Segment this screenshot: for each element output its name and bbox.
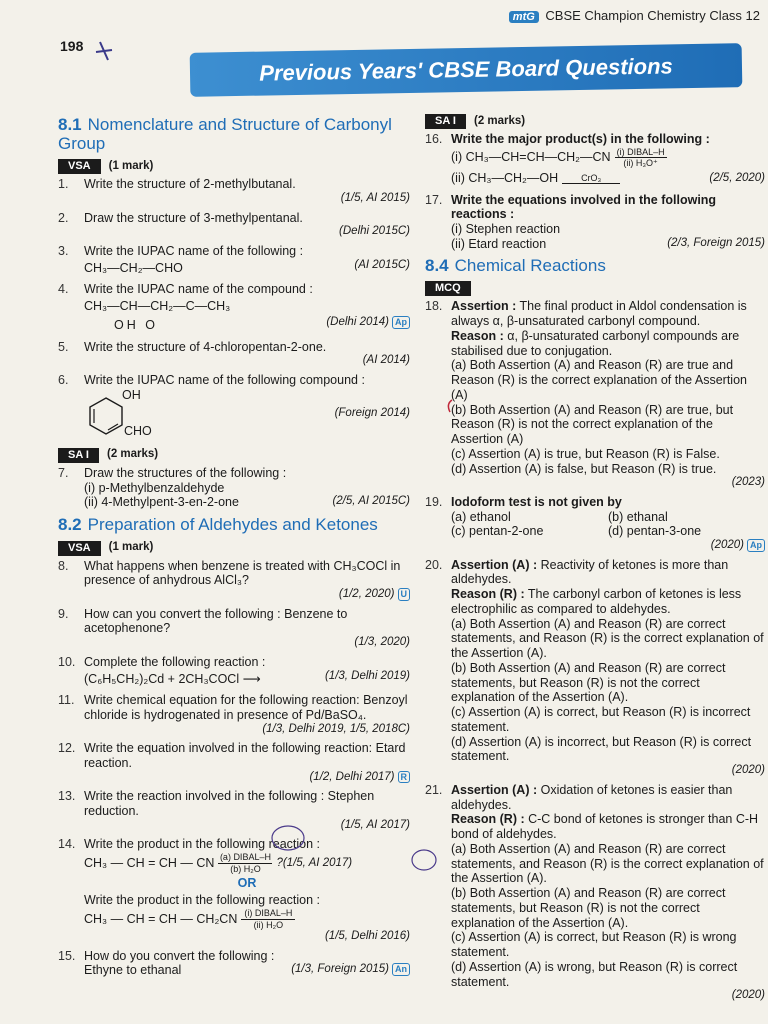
reaction-arrow [615, 147, 667, 169]
question-text: Write the IUPAC name of the following : [84, 243, 304, 258]
question-10: 10. Complete the following reaction : (C₆H₅CH₂)₂Cd + 2CH₃COCl ⟶ (1/3, Delhi 2019) [58, 655, 410, 689]
section-banner [190, 43, 743, 97]
formula: CH₃ — CH = CH — CH₂CN [84, 911, 238, 926]
banner-title: Previous Years' CBSE Board Questions [258, 53, 673, 86]
reagent: (i) DIBAL–H [244, 907, 293, 918]
question-2: 2. Draw the structure of 3-methylpentanal. (Delhi 2015C) [58, 210, 410, 238]
assertion-text: The final product in Aldol condensation is always α, β-unsaturated carbonyl compound. [451, 299, 747, 329]
section-number: 8.1 [58, 115, 82, 134]
question-text: Write the structure of 2-methylbutanal. [84, 177, 296, 192]
sub-part: (i) Stephen reaction [451, 222, 561, 237]
formula-substituents: OH O [114, 317, 158, 332]
question-11: 11. Write chemical equation for the following reaction: Benzoyl chloride is hydrogenated in presence of Pd/BaSO₄. (1/3, Delhi 2019, 1/5, 2018C) [58, 693, 410, 735]
option-a: (a) Both Assertion (A) and Reason (R) are correct statements, and Reason (R) is the correct explanation of the Assertion (A). [451, 841, 764, 886]
question-ref: (1/3, Delhi 2019, 1/5, 2018C) [262, 722, 410, 735]
vsa-tag: VSA [58, 541, 101, 556]
option-a: (a) Both Assertion (A) and Reason (R) are true and Reason (R) is the correct explanation of the Assertion (A) [451, 358, 747, 402]
question-ref: (1/5, Delhi 2016) [324, 930, 410, 943]
section-heading: Preparation of Aldehydes and Ketones [87, 515, 378, 534]
vsa-header [58, 159, 410, 174]
section-heading: Chemical Reactions [454, 255, 606, 275]
question-ref: (1/3, Foreign 2015) [291, 963, 389, 976]
section-number: 8.2 [58, 515, 82, 534]
or-separator: OR [237, 876, 257, 891]
reaction-arrow [218, 852, 272, 874]
level-badge: Ap [392, 316, 410, 329]
question-text: Complete the following reaction : [84, 654, 266, 669]
sa1-tag: SA I [58, 448, 99, 463]
section-8-2-title [58, 516, 410, 535]
question-text: Write chemical equation for the following reaction: Benzoyl chloride is hydrogenated in presence of Pd/BaSO₄. [84, 693, 408, 723]
reagent: (ii) H₃O⁺ [623, 158, 658, 169]
reagent: (ii) H₂O [253, 919, 284, 930]
question-19: 19. Iodoform test is not given by (a) ethanol (b) ethanal (c) pentan-2-one (d) pentan-3-one (2020) Ap [425, 495, 765, 553]
sub-part: (ii) Etard reaction [451, 236, 547, 251]
reaction-arrow [562, 173, 620, 185]
question-ref: (2/3, Foreign 2015) [667, 236, 765, 249]
question-15: 15. How do you convert the following : Ethyne to ethanal (1/3, Foreign 2015) An [58, 949, 410, 979]
question-text: Write the IUPAC name of the compound : [84, 282, 313, 297]
question-14: 14. Write the product in the following reaction : CH₃ — CH = CH — CN (a) DIBAL–H (b) H₂O ?(1/5, AI 2017) OR Write the product in the following reaction : CH₃ — CH = CH — CH₂CN (i) DIBAL–H (ii) H₂O (1/5, Delhi 2016) [58, 837, 410, 943]
question-17: 17. Write the equations involved in the following reactions : (i) Stephen reaction (ii) Etard reaction (2/3, Foreign 2015) [425, 192, 765, 251]
option-d: (d) Assertion (A) is incorrect, but Reason (R) is correct statement. [451, 734, 752, 764]
sub-part: (i) p-Methylbenzaldehyde [84, 480, 225, 495]
question-text: Write the IUPAC name of the following compound : [84, 373, 365, 388]
brand-header [509, 8, 760, 23]
option-d: (d) Assertion (A) is false, but Reason (R) is true. [451, 461, 717, 476]
question-ref: (Delhi 2015C) [339, 225, 410, 238]
question-ref: (2/5, 2020) [709, 171, 765, 184]
question-7: 7. Draw the structures of the following : (i) p-Methylbenzaldehyde (ii) 4-Methylpent-3-en-2-one (2/5, AI 2015C) [58, 465, 410, 510]
reagent: (a) DIBAL–H [219, 852, 271, 863]
option-c: (c) Assertion (A) is correct, but Reason (R) is incorrect statement. [451, 705, 751, 734]
question-text: Write the product in the following reaction : [84, 837, 321, 852]
question-4: 4. Write the IUPAC name of the compound : CH₃—CH—CH₂—C—CH₃ OH O (Delhi 2014) Ap [58, 282, 410, 334]
question-text: Draw the structures of the following : [84, 465, 287, 480]
section-heading: Nomenclature and Structure of Carbonyl Group [58, 115, 392, 153]
assertion-text: Oxidation of ketones is easier than aldehydes. [451, 782, 733, 812]
question-21: 21. Assertion (A) : Oxidation of ketones is easier than aldehydes. Reason (R) : C-C bond of ketones is stronger than C-H bond of aldehydes. (a) Both Assertion (A) and Reason (R) are correct statements, and Reason (R) is the correct explanation of the Assertion (A). (b) Both Assertion (A) and Reason (R) are correct statements, but Reason (R) is not the correct explanation of the Assertion (A). (c) Assertion (A) is correct, but Reason (R) is wrong statement. (d) Assertion (A) is wrong, but Reason (R) is correct statement. (2020) [425, 782, 765, 1002]
question-text: Write the equation involved in the following reaction: Etard reaction. [84, 741, 406, 771]
assertion-label: Assertion (A) : [451, 557, 538, 572]
reagent: CrO₃ [581, 172, 602, 183]
question-text: How do you convert the following : [84, 948, 275, 963]
question-9: 9. How can you convert the following : Benzene to acetophenone? (1/3, 2020) [58, 606, 410, 649]
option-b: (b) Both Assertion (A) and Reason (R) are true, but Reason (R) is not the correct explanation of the Assertion (A) [451, 402, 734, 447]
option-b: (b) Both Assertion (A) and Reason (R) are correct statements, but Reason (R) is not the correct explanation of the Assertion (A). [451, 660, 726, 705]
cho-label: CHO [124, 423, 152, 438]
option-b: (b) ethanal [608, 509, 668, 524]
reason-label: Reason (R) : [451, 812, 525, 827]
question-ref: ?(1/5, AI 2017) [276, 856, 353, 869]
book-title: CBSE Champion Chemistry Class 12 [545, 8, 760, 23]
reagent: (i) DIBAL–H [616, 146, 665, 157]
question-ref: (2020) [731, 989, 765, 1002]
question-text: Write the product in the following reaction : [84, 893, 321, 908]
marks-note: (2 marks) [107, 448, 159, 461]
question-ref: (2023) [731, 476, 765, 489]
question-ref: (1/2, 2020) [338, 588, 395, 601]
option-a: (a) ethanol [451, 509, 511, 524]
reaction-arrow [241, 908, 295, 930]
left-column [58, 112, 410, 983]
question-ref: (1/2, Delhi 2017) [309, 770, 395, 783]
sub-part: (ii) 4-Methylpent-3-en-2-one [84, 495, 239, 510]
sa1-header-right [425, 114, 765, 129]
benzene-ring-icon [86, 396, 126, 436]
question-text: What happens when benzene is treated with CH₃COCl in presence of anhydrous AlCl₃? [84, 558, 401, 588]
level-badge: An [392, 963, 410, 976]
question-text: Draw the structure of 3-methylpentanal. [84, 210, 303, 225]
question-text: How can you convert the following : Benzene to acetophenone? [84, 606, 348, 636]
question-text: Write the structure of 4-chloropentan-2-one. [84, 339, 327, 354]
sa1-header [58, 448, 410, 463]
reason-label: Reason (R) : [451, 587, 525, 602]
question-ref: (1/3, 2020) [354, 636, 410, 649]
oh-label: OH [122, 387, 141, 402]
mcq-tag: MCQ [425, 281, 471, 296]
reagent: (b) H₂O [230, 863, 261, 874]
vsa-tag: VSA [58, 159, 101, 174]
marks-note: (2 marks) [474, 114, 526, 127]
level-badge: Ap [747, 539, 765, 552]
brand-logo: mtG [509, 11, 539, 23]
reason-text: The carbonyl carbon of ketones is less electrophilic as compared to aldehydes. [451, 587, 742, 616]
option-c: (c) pentan-2-one [451, 524, 544, 539]
question-ref: (2/5, AI 2015C) [332, 495, 410, 508]
question-5: 5. Write the structure of 4-chloropentan-2-one. (AI 2014) [58, 339, 410, 367]
question-ref: (Delhi 2014) [326, 315, 389, 328]
question-16: 16. Write the major product(s) in the following : (i) CH₃—CH=CH—CH₂—CN (i) DIBAL–H (ii) H₃O⁺ (ii) CH₃—CH₂—OH CrO₃ (2/5, 2020) [425, 131, 765, 185]
question-6: 6. Write the IUPAC name of the following compound : OH CHO (Foreign 2014) [58, 373, 410, 438]
question-ref: (2020) [710, 539, 744, 552]
formula: CH₃—CH—CH₂—C—CH₃ [84, 299, 231, 314]
sub-part: Ethyne to ethanal [84, 963, 182, 978]
question-text: Write the reaction involved in the following : Stephen reduction. [84, 789, 375, 819]
option-a: (a) Both Assertion (A) and Reason (R) are correct statements, and Reason (R) is the correct explanation of the Assertion (A). [451, 616, 764, 661]
formula: (C₆H₅CH₂)₂Cd + 2CH₃COCl ⟶ [84, 671, 261, 686]
marks-note: (1 mark) [108, 541, 154, 554]
reason-label: Reason : [451, 328, 504, 343]
page-number: 198 [60, 38, 84, 54]
assertion-label: Assertion (A) : [451, 782, 538, 797]
question-13: 13. Write the reaction involved in the following : Stephen reduction. (1/5, AI 2017) [58, 789, 410, 831]
option-d: (d) Assertion (A) is wrong, but Reason (R) is correct statement. [451, 959, 738, 989]
option-b: (b) Both Assertion (A) and Reason (R) are correct statements, but Reason (R) is not the correct explanation of the Assertion (A). [451, 886, 726, 930]
question-20: 20. Assertion (A) : Reactivity of ketones is more than aldehydes. Reason (R) : The carbonyl carbon of ketones is less electrophilic as compared to aldehydes. (a) Both Assertion (A) and Reason (R) are correct statements, and Reason (R) is the correct explanation of the Assertion (A). (b) Both Assertion (A) and Reason (R) are correct statements, but Reason (R) is not the correct explanation of the Assertion (A). (c) Assertion (A) is correct, but Reason (R) is incorrect statement. (d) Assertion (A) is incorrect, but Reason (R) is correct statement. (2020) [425, 557, 765, 777]
question-1: 1. Write the structure of 2-methylbutanal. (1/5, AI 2015) [58, 177, 410, 205]
question-ref: (Foreign 2014) [334, 407, 410, 419]
question-ref: (1/5, AI 2015) [340, 192, 410, 205]
question-18: 18. Assertion : The final product in Aldol condensation is always α, β-unsaturated carbonyl compound. Reason : α, β-unsaturated carbonyl compounds are stabilised due to conjugation. (a) Both Assertion (A) and Reason (R) are true and Reason (R) is the correct explanation of the Assertion (A) (b) Both Assertion (A) and Reason (R) are true, but Reason (R) is not the correct explanation of the Assertion (A) (c) Assertion (A) is true, but Reason (R) is False. (d) Assertion (A) is false, but Reason (R) is true. (2023) [425, 299, 765, 489]
section-number: 8.4 [425, 255, 449, 275]
formula: (ii) CH₃—CH₂—OH [451, 170, 559, 185]
reason-text: C-C bond of ketones is stronger than C-H bond of aldehydes. [451, 812, 759, 842]
mcq-header [425, 281, 765, 296]
formula: (i) CH₃—CH=CH—CH₂—CN [451, 150, 611, 165]
question-text: Iodoform test is not given by [451, 494, 622, 509]
level-badge: U [398, 588, 411, 601]
assertion-text: Reactivity of ketones is more than aldehydes. [451, 557, 729, 587]
formula: CH₃ — CH = CH — CN [84, 855, 215, 870]
question-3: 3. Write the IUPAC name of the following : CH₃—CH₂—CHO (AI 2015C) [58, 244, 410, 278]
question-ref: (AI 2015C) [354, 258, 410, 271]
question-ref: (1/3, Delhi 2019) [324, 669, 410, 682]
question-text: Write the major product(s) in the following : [451, 131, 710, 146]
question-text: Write the equations involved in the following reactions : [451, 192, 717, 222]
question-12: 12. Write the equation involved in the following reaction: Etard reaction. (1/2, Delhi 2017) R [58, 741, 410, 784]
option-d: (d) pentan-3-one [608, 524, 702, 539]
question-8: 8. What happens when benzene is treated with CH₃COCl in presence of anhydrous AlCl₃? (1/2, 2020) U [58, 559, 410, 602]
pen-mark [96, 42, 112, 60]
level-badge: R [398, 771, 411, 784]
section-8-1-title [58, 116, 410, 153]
marks-note: (1 mark) [108, 160, 154, 173]
reason-text: α, β-unsaturated carbonyl compounds are stabilised due to conjugation. [451, 328, 740, 358]
option-c: (c) Assertion (A) is correct, but Reason (R) is wrong statement. [451, 930, 737, 960]
option-c: (c) Assertion (A) is true, but Reason (R) is False. [451, 446, 720, 461]
assertion-label: Assertion : [451, 299, 517, 314]
right-column [425, 110, 765, 1008]
question-ref: (2020) [731, 764, 765, 777]
section-8-4-title [425, 257, 765, 276]
question-ref: (AI 2014) [362, 354, 410, 367]
sa1-tag: SA I [425, 114, 466, 129]
vsa2-header [58, 541, 410, 556]
question-ref: (1/5, AI 2017) [340, 818, 410, 831]
benzene-structure [84, 388, 174, 440]
formula: CH₃—CH₂—CHO [84, 260, 183, 275]
